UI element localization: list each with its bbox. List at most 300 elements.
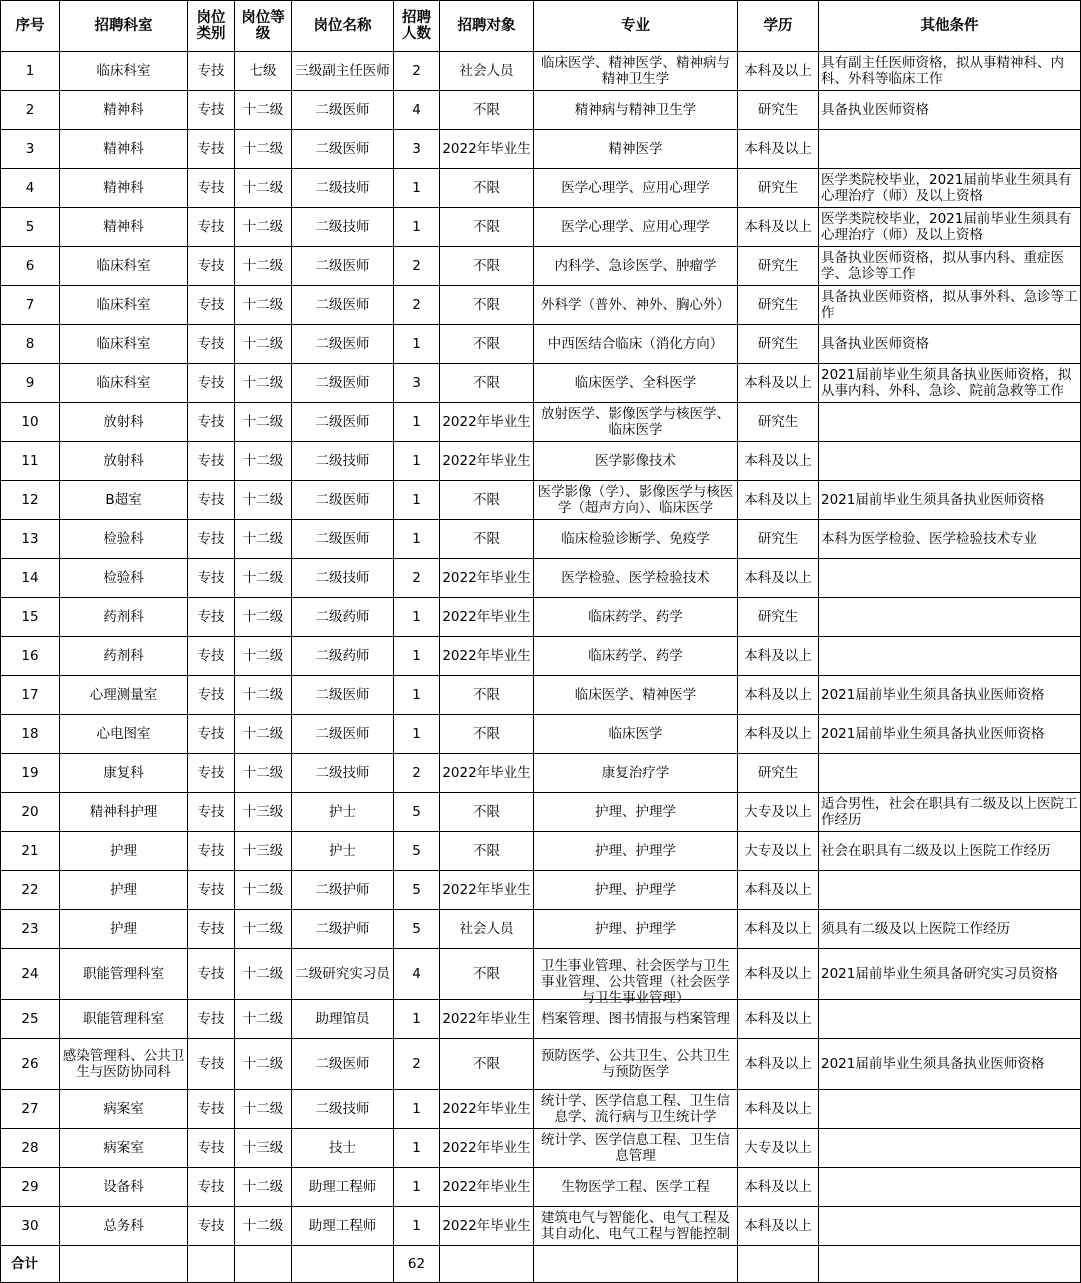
cell-other xyxy=(819,871,1081,910)
cell-major xyxy=(534,949,738,1006)
cell-dept xyxy=(60,442,188,481)
cell-post xyxy=(292,1168,394,1207)
table-row xyxy=(1,364,1081,403)
cell-other xyxy=(819,247,1081,286)
cell-type xyxy=(188,364,235,403)
cell-major xyxy=(534,598,738,637)
cell-dept xyxy=(60,130,188,169)
cell-count-text: 1 xyxy=(412,609,421,625)
cell-post-text: 二级医师 xyxy=(315,141,370,157)
cell-level xyxy=(235,481,292,520)
cell-level-text: 十二级 xyxy=(242,297,284,313)
cell-count xyxy=(394,559,440,598)
cell-edu-text: 本科及以上 xyxy=(744,687,812,703)
cell-target-text: 不限 xyxy=(473,531,500,547)
cell-other xyxy=(819,949,1081,1000)
cell-no-text: 21 xyxy=(21,843,39,859)
cell-dept-text: 药剂科 xyxy=(103,609,144,625)
cell-no xyxy=(1,832,60,871)
cell-edu xyxy=(738,208,819,247)
cell-other-text: 具备执业医师资格 xyxy=(821,102,929,118)
cell-major xyxy=(534,1168,738,1207)
cell-level-text: 七级 xyxy=(249,63,277,79)
cell-post-text: 二级医师 xyxy=(315,492,370,508)
cell-post-text: 助理馆员 xyxy=(315,1011,370,1027)
cell-major xyxy=(534,1129,738,1168)
cell-other xyxy=(819,169,1081,208)
table-row xyxy=(1,1168,1081,1207)
cell-type-text: 专技 xyxy=(197,102,225,118)
cell-count xyxy=(394,520,440,559)
table-row xyxy=(1,442,1081,481)
cell-level xyxy=(235,676,292,715)
cell-level xyxy=(235,1090,292,1129)
cell-count xyxy=(394,52,440,91)
cell-no-text: 22 xyxy=(21,882,39,898)
cell-target-text: 不限 xyxy=(473,102,500,118)
cell-no xyxy=(1,364,60,403)
table-row xyxy=(1,325,1081,364)
cell-no-text: 24 xyxy=(21,966,39,982)
cell-edu-text: 研究生 xyxy=(757,258,799,274)
cell-no-text: 15 xyxy=(21,609,39,625)
cell-major-text: 临床药学、药学 xyxy=(588,609,683,625)
cell-no-text: 6 xyxy=(25,258,35,274)
cell-no xyxy=(1,286,60,325)
cell-count-text: 1 xyxy=(412,492,421,508)
cell-no-text: 27 xyxy=(21,1101,39,1117)
cell-other xyxy=(819,364,1081,403)
cell-dept xyxy=(60,871,188,910)
cell-major-text: 临床医学、精神医学、精神病与精神卫生学 xyxy=(541,55,730,87)
cell-count-text: 1 xyxy=(412,453,421,469)
cell-target-text: 2022年毕业生 xyxy=(442,648,531,664)
cell-dept-text: B超室 xyxy=(105,492,142,508)
cell-level-text: 十二级 xyxy=(242,1056,284,1072)
cell-dept-text: 临床科室 xyxy=(96,336,151,352)
cell-post xyxy=(292,637,394,676)
cell-type xyxy=(188,325,235,364)
cell-edu xyxy=(738,754,819,793)
cell-level xyxy=(235,1207,292,1246)
cell-post-text: 二级护师 xyxy=(315,882,370,898)
cell-post xyxy=(292,1207,394,1246)
cell-no xyxy=(1,169,60,208)
cell-type-text: 专技 xyxy=(197,297,225,313)
cell-level-text: 十二级 xyxy=(242,609,284,625)
cell-edu xyxy=(738,910,819,949)
cell-other-text: 2021届前毕业生须具备执业医师资格 xyxy=(821,492,1045,508)
cell-target-text: 2022年毕业生 xyxy=(442,453,531,469)
cell-count-text: 5 xyxy=(412,882,421,898)
cell-count-text: 2 xyxy=(412,765,421,781)
cell-post xyxy=(292,286,394,325)
cell-edu-text: 本科及以上 xyxy=(744,63,812,79)
cell-type xyxy=(188,52,235,91)
cell-dept-text: 心理测量室 xyxy=(89,687,158,703)
cell-target-text: 不限 xyxy=(473,336,500,352)
cell-edu-text: 本科及以上 xyxy=(744,648,812,664)
cell-dept-text: 药剂科 xyxy=(103,648,144,664)
cell-type-text: 专技 xyxy=(197,63,225,79)
cell-type xyxy=(188,442,235,481)
cell-other xyxy=(819,715,1081,754)
cell-target-text: 2022年毕业生 xyxy=(442,1218,531,1234)
cell-post xyxy=(292,364,394,403)
cell-edu-text: 大专及以上 xyxy=(744,804,812,820)
cell-major xyxy=(534,832,738,871)
cell-type xyxy=(188,247,235,286)
cell-level xyxy=(235,559,292,598)
cell-level-text: 十二级 xyxy=(242,414,284,430)
cell-count xyxy=(394,676,440,715)
header-level: 岗位等级 xyxy=(235,1,292,52)
cell-dept-text: 临床科室 xyxy=(96,375,151,391)
cell-other xyxy=(819,559,1081,598)
cell-other xyxy=(819,637,1081,676)
cell-edu xyxy=(738,247,819,286)
cell-dept xyxy=(60,247,188,286)
cell-level xyxy=(235,52,292,91)
cell-dept xyxy=(60,949,188,1000)
cell-no-text: 19 xyxy=(21,765,39,781)
cell-major-text: 生物医学工程、医学工程 xyxy=(561,1179,710,1195)
cell-major xyxy=(534,871,738,910)
cell-target xyxy=(440,364,534,403)
cell-count xyxy=(394,403,440,442)
cell-edu xyxy=(738,286,819,325)
cell-post xyxy=(292,1000,394,1039)
cell-other-text: 2021届前毕业生须具备执业医师资格，拟从事内科、外科、急诊、院前急救等工作 xyxy=(821,367,1072,399)
cell-other xyxy=(819,208,1081,247)
cell-no-text: 12 xyxy=(21,492,39,508)
cell-major xyxy=(534,208,738,247)
table-row xyxy=(1,1207,1081,1246)
cell-major-text: 档案管理、图书情报与档案管理 xyxy=(541,1011,730,1027)
cell-type-text: 专技 xyxy=(197,1011,225,1027)
cell-no xyxy=(1,325,60,364)
cell-type-text: 专技 xyxy=(197,1218,225,1234)
cell-count xyxy=(394,364,440,403)
cell-dept xyxy=(60,598,188,637)
cell-count-text: 4 xyxy=(412,966,421,982)
cell-count-text: 1 xyxy=(412,219,421,235)
cell-no xyxy=(1,1090,60,1129)
cell-dept-text: 康复科 xyxy=(103,765,144,781)
table-row xyxy=(1,715,1081,754)
cell-post-text: 护士 xyxy=(329,804,356,820)
cell-other xyxy=(819,520,1081,559)
cell-dept xyxy=(60,1207,188,1246)
cell-dept xyxy=(60,403,188,442)
cell-edu xyxy=(738,949,819,1000)
cell-post xyxy=(292,1129,394,1168)
cell-edu-text: 本科及以上 xyxy=(744,141,812,157)
cell-no-text: 17 xyxy=(21,687,39,703)
cell-target xyxy=(440,1207,534,1246)
cell-type xyxy=(188,832,235,871)
cell-edu-text: 研究生 xyxy=(757,531,799,547)
cell-type xyxy=(188,715,235,754)
cell-major-text: 外科学（普外、神外、胸心外） xyxy=(541,297,730,313)
cell-target-text: 不限 xyxy=(473,297,500,313)
cell-post xyxy=(292,676,394,715)
cell-target-text: 2022年毕业生 xyxy=(442,1011,531,1027)
cell-edu-text: 本科及以上 xyxy=(744,375,812,391)
cell-other-text: 2021届前毕业生须具备研究实习员资格 xyxy=(821,966,1058,982)
total-count: 62 xyxy=(394,1246,440,1283)
cell-target xyxy=(440,793,534,832)
cell-target xyxy=(440,325,534,364)
cell-edu-text: 本科及以上 xyxy=(744,1179,812,1195)
cell-other xyxy=(819,130,1081,169)
cell-type-text: 专技 xyxy=(197,609,225,625)
cell-target-text: 不限 xyxy=(473,375,500,391)
cell-post-text: 二级护师 xyxy=(315,921,370,937)
cell-count-text: 1 xyxy=(412,648,421,664)
cell-dept xyxy=(60,364,188,403)
cell-major xyxy=(534,364,738,403)
cell-level-text: 十二级 xyxy=(242,180,284,196)
cell-edu-text: 研究生 xyxy=(757,609,799,625)
cell-count-text: 1 xyxy=(412,726,421,742)
cell-count-text: 5 xyxy=(412,804,421,820)
cell-edu xyxy=(738,1207,819,1246)
cell-major-text: 临床药学、药学 xyxy=(588,648,683,664)
table-body xyxy=(1,52,1081,1283)
cell-type-text: 专技 xyxy=(197,219,225,235)
cell-count xyxy=(394,169,440,208)
cell-post xyxy=(292,754,394,793)
table-row xyxy=(1,949,1081,1000)
cell-level-text: 十二级 xyxy=(242,219,284,235)
cell-major xyxy=(534,52,738,91)
cell-edu xyxy=(738,1168,819,1207)
cell-post-text: 二级技师 xyxy=(315,1101,370,1117)
cell-type xyxy=(188,598,235,637)
cell-count-text: 4 xyxy=(412,102,421,118)
cell-dept-text: 精神科 xyxy=(103,180,144,196)
cell-other xyxy=(819,598,1081,637)
cell-dept xyxy=(60,325,188,364)
cell-level xyxy=(235,949,292,1000)
cell-edu-text: 本科及以上 xyxy=(744,966,812,982)
cell-edu-text: 研究生 xyxy=(757,102,799,118)
table-row xyxy=(1,247,1081,286)
cell-edu-text: 本科及以上 xyxy=(744,1056,812,1072)
cell-level-text: 十二级 xyxy=(242,1011,284,1027)
cell-no-text: 14 xyxy=(21,570,39,586)
cell-post-text: 二级医师 xyxy=(315,1056,370,1072)
header-major: 专业 xyxy=(534,1,738,52)
cell-post xyxy=(292,52,394,91)
cell-major xyxy=(534,442,738,481)
cell-dept-text: 精神科护理 xyxy=(89,804,158,820)
cell-major xyxy=(534,1039,738,1090)
cell-level xyxy=(235,325,292,364)
cell-post xyxy=(292,793,394,832)
cell-type-text: 专技 xyxy=(197,687,225,703)
cell-target-text: 不限 xyxy=(473,219,500,235)
cell-count xyxy=(394,208,440,247)
cell-edu xyxy=(738,598,819,637)
table-row xyxy=(1,286,1081,325)
table-row xyxy=(1,637,1081,676)
cell-type xyxy=(188,481,235,520)
cell-no-text: 28 xyxy=(21,1140,39,1156)
cell-no-text: 25 xyxy=(21,1011,39,1027)
cell-other xyxy=(819,1207,1081,1246)
cell-dept-text: 放射科 xyxy=(103,453,144,469)
cell-dept xyxy=(60,793,188,832)
cell-other-text: 医学类院校毕业，2021届前毕业生须具有心理治疗（师）及以上资格 xyxy=(821,172,1072,204)
cell-post xyxy=(292,598,394,637)
cell-target-text: 2022年毕业生 xyxy=(442,1140,531,1156)
cell-level xyxy=(235,1168,292,1207)
cell-major-text: 医学检验、医学检验技术 xyxy=(561,570,710,586)
cell-target xyxy=(440,910,534,949)
cell-no xyxy=(1,130,60,169)
cell-target-text: 2022年毕业生 xyxy=(442,141,531,157)
cell-post-text: 二级医师 xyxy=(315,531,370,547)
cell-dept xyxy=(60,676,188,715)
cell-target xyxy=(440,52,534,91)
cell-type-text: 专技 xyxy=(197,726,225,742)
cell-other xyxy=(819,754,1081,793)
cell-post xyxy=(292,715,394,754)
cell-edu xyxy=(738,871,819,910)
cell-count-text: 2 xyxy=(412,258,421,274)
cell-no xyxy=(1,793,60,832)
cell-dept-text: 检验科 xyxy=(103,531,144,547)
cell-count xyxy=(394,1129,440,1168)
cell-target xyxy=(440,442,534,481)
cell-target-text: 2022年毕业生 xyxy=(442,414,531,430)
cell-count-text: 3 xyxy=(412,141,421,157)
header-dept: 招聘科室 xyxy=(60,1,188,52)
cell-no xyxy=(1,1000,60,1039)
cell-no xyxy=(1,1129,60,1168)
cell-type xyxy=(188,130,235,169)
header-other: 其他条件 xyxy=(819,1,1081,52)
cell-type xyxy=(188,1129,235,1168)
cell-major xyxy=(534,403,738,442)
cell-edu xyxy=(738,793,819,832)
cell-count xyxy=(394,1000,440,1039)
table-row xyxy=(1,1000,1081,1039)
cell-dept-text: 总务科 xyxy=(103,1218,144,1234)
cell-target-text: 2022年毕业生 xyxy=(442,882,531,898)
cell-post-text: 二级药师 xyxy=(315,609,370,625)
cell-post-text: 二级技师 xyxy=(315,180,370,196)
cell-target xyxy=(440,130,534,169)
total-empty-cell xyxy=(440,1246,534,1283)
cell-major xyxy=(534,910,738,949)
cell-post xyxy=(292,403,394,442)
cell-type-text: 专技 xyxy=(197,1179,225,1195)
cell-major-text: 护理、护理学 xyxy=(595,921,676,937)
cell-no-text: 18 xyxy=(21,726,39,742)
cell-dept xyxy=(60,1000,188,1039)
cell-major-text: 临床检验诊断学、免疫学 xyxy=(561,531,710,547)
header-no: 序号 xyxy=(1,1,60,52)
cell-dept xyxy=(60,481,188,520)
header-type: 岗位类别 xyxy=(188,1,235,52)
cell-major xyxy=(534,481,738,520)
cell-level-text: 十二级 xyxy=(242,687,284,703)
cell-edu xyxy=(738,130,819,169)
cell-dept xyxy=(60,286,188,325)
cell-level xyxy=(235,637,292,676)
cell-other xyxy=(819,403,1081,442)
cell-post xyxy=(292,949,394,1000)
cell-edu-text: 本科及以上 xyxy=(744,921,812,937)
cell-level xyxy=(235,442,292,481)
cell-edu xyxy=(738,520,819,559)
cell-dept-text: 心电图室 xyxy=(96,726,151,742)
cell-post-text: 二级医师 xyxy=(315,258,370,274)
cell-count xyxy=(394,1090,440,1129)
cell-level xyxy=(235,247,292,286)
table-row xyxy=(1,676,1081,715)
cell-level-text: 十二级 xyxy=(242,765,284,781)
cell-major xyxy=(534,1207,738,1246)
cell-no xyxy=(1,403,60,442)
cell-no-text: 29 xyxy=(21,1179,39,1195)
cell-dept-text: 病案室 xyxy=(103,1101,144,1117)
cell-post-text: 二级医师 xyxy=(315,375,370,391)
cell-edu xyxy=(738,325,819,364)
cell-no xyxy=(1,442,60,481)
cell-dept-text: 护理 xyxy=(110,921,137,937)
cell-count xyxy=(394,637,440,676)
cell-level-text: 十二级 xyxy=(242,1101,284,1117)
cell-major-text: 医学影像（学）、影像医学与核医学（超声方向）、临床医学 xyxy=(537,484,734,516)
cell-count xyxy=(394,1039,440,1090)
cell-count-text: 1 xyxy=(412,1140,421,1156)
cell-post xyxy=(292,442,394,481)
cell-count xyxy=(394,130,440,169)
cell-no xyxy=(1,754,60,793)
cell-edu xyxy=(738,169,819,208)
cell-post-text: 二级医师 xyxy=(315,336,370,352)
cell-level xyxy=(235,1129,292,1168)
cell-type-text: 专技 xyxy=(197,180,225,196)
cell-type xyxy=(188,403,235,442)
cell-target-text: 不限 xyxy=(473,726,500,742)
cell-other-text: 适合男性，社会在职具有二级及以上医院工作经历 xyxy=(821,796,1078,828)
cell-level xyxy=(235,1000,292,1039)
table-row xyxy=(1,1039,1081,1090)
cell-edu-text: 本科及以上 xyxy=(744,726,812,742)
cell-count xyxy=(394,1168,440,1207)
cell-post-text: 助理工程师 xyxy=(308,1218,377,1234)
cell-level xyxy=(235,715,292,754)
cell-level-text: 十二级 xyxy=(242,102,284,118)
cell-type xyxy=(188,910,235,949)
cell-level xyxy=(235,1039,292,1090)
cell-count xyxy=(394,481,440,520)
cell-post-text: 技士 xyxy=(329,1140,356,1156)
cell-target xyxy=(440,715,534,754)
cell-count xyxy=(394,754,440,793)
cell-target-text: 不限 xyxy=(473,687,500,703)
cell-other xyxy=(819,910,1081,949)
cell-post-text: 二级医师 xyxy=(315,102,370,118)
table-row xyxy=(1,91,1081,130)
cell-count-text: 5 xyxy=(412,843,421,859)
cell-dept-text: 临床科室 xyxy=(96,63,151,79)
